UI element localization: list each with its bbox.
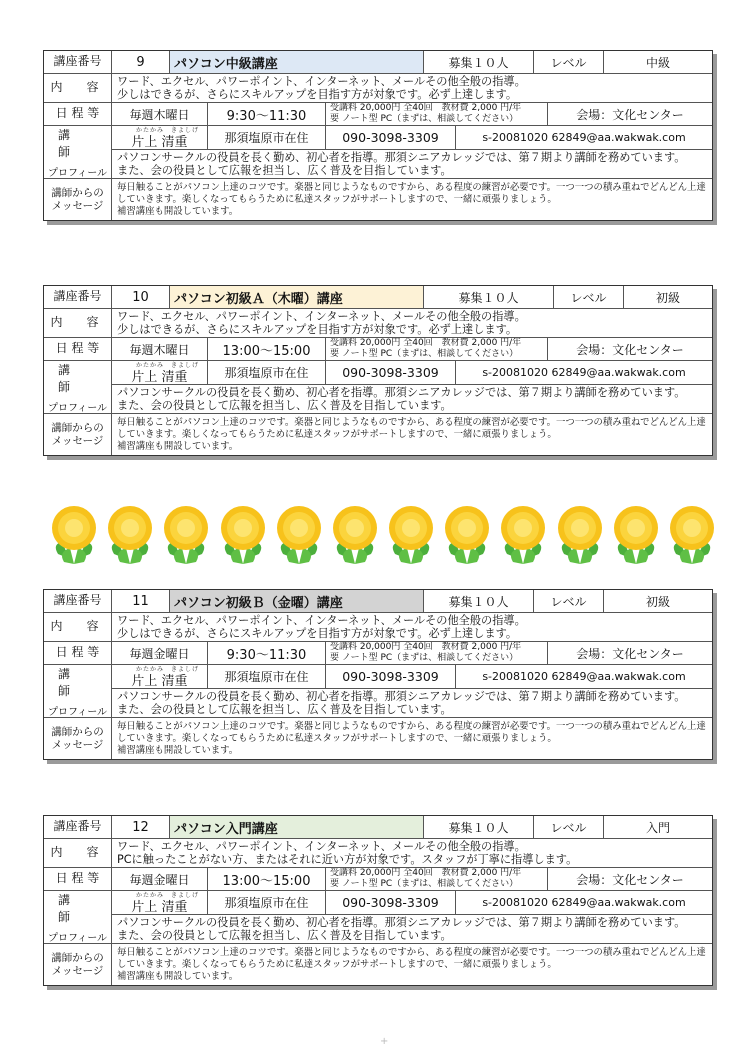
instructor-block [44, 665, 712, 718]
schedule-label: 日 程 等 [44, 642, 112, 664]
message-label-1: 講師からの [51, 187, 104, 200]
email: s-20081020 62849@aa.wakwak.com [482, 896, 686, 909]
message-line-2: していきます。楽しくなってもらうために私達スタッフがサポートしますので、一緒に頑張りましょう。 [117, 732, 557, 744]
fee-line-1: 受講料 20,000円 全40回 教材費 2,000 円/年 [330, 338, 522, 348]
course-number: 10 [112, 286, 170, 308]
residence: 那須塩原市在住 [208, 665, 326, 688]
message-label [44, 414, 112, 455]
phone: 090-3098-3309 [326, 665, 456, 688]
dandelion-icon [273, 502, 325, 566]
residence: 那須塩原市在住 [208, 126, 326, 149]
dandelion-icon [104, 502, 156, 566]
instructor-row [112, 891, 712, 915]
instructor-block [44, 891, 712, 944]
content-line-1: ワード、エクセル、パワーポイント、インターネット、メールその他全般の指導。 [117, 840, 526, 853]
profile-line-1: パソコンサークルの役員を長く勤め、初心者を指導。那須シニアカレッジでは、第７期より講師を務めています。 [117, 386, 686, 399]
course-number-label: 講座番号 [44, 51, 112, 73]
content-label: 内 容 [44, 309, 112, 337]
content-line-2: PCに触ったことがない方、またはそれに近い方が対象です。スタッフが丁寧に指導します。 [117, 853, 578, 866]
fee-line-1: 受講料 20,000円 全40回 教材費 2,000 円/年 [330, 868, 522, 878]
recruit-count: 募集１０人 [424, 51, 534, 73]
schedule-time: 9:30～11:30 [208, 642, 326, 664]
profile-label: プロフィール [48, 402, 107, 414]
message-label-1: 講師からの [51, 952, 104, 965]
content-line-2: 少しはできるが、さらにスキルアップを目指す方が対象です。必ず上達します。 [117, 323, 518, 336]
instructor-label [44, 361, 112, 413]
course-title: パソコン初級Ｂ（金曜）講座 [170, 590, 424, 612]
email: s-20081020 62849@aa.wakwak.com [482, 366, 686, 379]
fee-info [326, 868, 548, 890]
message-line-3: 補習講座も開設しています。 [117, 744, 239, 756]
message-line-3: 補習講座も開設しています。 [117, 440, 239, 452]
course-header-row [44, 816, 712, 839]
course-number-label: 講座番号 [44, 286, 112, 308]
email: s-20081020 62849@aa.wakwak.com [482, 131, 686, 144]
course-number: 9 [112, 51, 170, 73]
instructor-name-text: 片上 清重 [131, 674, 188, 688]
level-label: レベル [534, 816, 604, 838]
course-card-9 [43, 50, 713, 221]
instructor-row [112, 361, 712, 385]
instructor-name [112, 891, 208, 914]
level-label: レベル [534, 51, 604, 73]
course-title: パソコン中級講座 [170, 51, 424, 73]
flower-decoration [48, 502, 718, 568]
message-label-1: 講師からの [51, 726, 104, 739]
course-title: パソコン入門講座 [170, 816, 424, 838]
message-label-2: メッセージ [51, 964, 104, 977]
message-row [44, 718, 712, 759]
profile-label: プロフィール [48, 706, 107, 718]
dandelion-icon [385, 502, 437, 566]
schedule-label: 日 程 等 [44, 338, 112, 360]
schedule-day: 毎週木曜日 [112, 103, 208, 125]
instructor-name-text: 片上 清重 [131, 370, 188, 384]
instructor-row [112, 126, 712, 150]
course-header-row [44, 51, 712, 74]
fee-line-1: 受講料 20,000円 全40回 教材費 2,000 円/年 [330, 642, 522, 652]
message-label-2: メッセージ [51, 199, 104, 212]
message-text [112, 179, 712, 220]
dandelion-icon [666, 502, 718, 566]
message-text [112, 944, 712, 985]
instructor-label-main: 講 師 [58, 127, 111, 159]
instructor-name [112, 126, 208, 149]
profile-text [112, 915, 712, 943]
residence: 那須塩原市在住 [208, 891, 326, 914]
level-label: レベル [534, 590, 604, 612]
message-line-2: していきます。楽しくなってもらうために私達スタッフがサポートしますので、一緒に頑張りましょう。 [117, 193, 557, 205]
venue: 会場：文化センター [576, 107, 684, 122]
profile-line-1: パソコンサークルの役員を長く勤め、初心者を指導。那須シニアカレッジでは、第７期より講師を務めています。 [117, 151, 686, 164]
recruit-count: 募集１０人 [424, 286, 554, 308]
schedule-label: 日 程 等 [44, 103, 112, 125]
instructor-details [112, 126, 712, 178]
message-row [44, 179, 712, 220]
profile-line-2: また、会の役員として広報を担当し、広く普及を目指しています。 [117, 703, 452, 716]
message-label [44, 944, 112, 985]
message-line-2: していきます。楽しくなってもらうために私達スタッフがサポートしますので、一緒に頑張りましょう。 [117, 428, 557, 440]
level-value: 初級 [655, 290, 680, 305]
level-value: 初級 [645, 594, 670, 609]
course-number-label: 講座番号 [44, 590, 112, 612]
profile-line-2: また、会の役員として広報を担当し、広く普及を目指しています。 [117, 929, 452, 942]
venue: 会場：文化センター [576, 342, 684, 357]
content-row [44, 74, 712, 103]
course-number-label: 講座番号 [44, 816, 112, 838]
instructor-label-main: 講 師 [58, 362, 111, 394]
dandelion-icon [160, 502, 212, 566]
content-text [112, 839, 712, 867]
instructor-block [44, 126, 712, 179]
dandelion-icon [610, 502, 662, 566]
schedule-day: 毎週金曜日 [112, 868, 208, 890]
content-line-2: 少しはできるが、さらにスキルアップを目指す方が対象です。必ず上達します。 [117, 88, 518, 101]
recruit-count: 募集１０人 [424, 590, 534, 612]
schedule-time: 13:00～15:00 [208, 868, 326, 890]
message-line-3: 補習講座も開設しています。 [117, 205, 239, 217]
residence: 那須塩原市在住 [208, 361, 326, 384]
course-header-row [44, 590, 712, 613]
content-line-1: ワード、エクセル、パワーポイント、インターネット、メールその他全般の指導。 [117, 310, 526, 323]
fee-line-2: 要 ノート型 PC（まずは、相談してください） [330, 653, 519, 663]
recruit-count: 募集１０人 [424, 816, 534, 838]
message-label [44, 179, 112, 220]
content-text [112, 309, 712, 337]
message-label-2: メッセージ [51, 738, 104, 751]
fee-info [326, 642, 548, 664]
schedule-row [44, 338, 712, 361]
instructor-label [44, 891, 112, 943]
schedule-label: 日 程 等 [44, 868, 112, 890]
content-row [44, 309, 712, 338]
message-text [112, 414, 712, 455]
profile-label: プロフィール [48, 932, 107, 944]
message-label-1: 講師からの [51, 422, 104, 435]
instructor-ruby: かたかみ きよしげ [136, 666, 200, 673]
level-value: 中級 [645, 55, 670, 70]
message-label-2: メッセージ [51, 434, 104, 447]
fee-line-1: 受講料 20,000円 全40回 教材費 2,000 円/年 [330, 103, 522, 113]
instructor-name-text: 片上 清重 [131, 900, 188, 914]
dandelion-icon [217, 502, 269, 566]
course-number: 12 [112, 816, 170, 838]
instructor-details [112, 891, 712, 943]
content-label: 内 容 [44, 839, 112, 867]
instructor-block [44, 361, 712, 414]
profile-line-1: パソコンサークルの役員を長く勤め、初心者を指導。那須シニアカレッジでは、第７期より講師を務めています。 [117, 916, 686, 929]
message-label [44, 718, 112, 759]
dandelion-icon [554, 502, 606, 566]
profile-label: プロフィール [48, 167, 107, 179]
content-label: 内 容 [44, 74, 112, 102]
message-line-1: 毎日触ることがパソコン上達のコツです。楽器と同じようなものですから、ある程度の練習が必要です。一つ一つの積み重ねでどんどん上達 [117, 946, 706, 958]
profile-line-2: また、会の役員として広報を担当し、広く普及を目指しています。 [117, 164, 452, 177]
course-header-row [44, 286, 712, 309]
schedule-row [44, 642, 712, 665]
message-line-1: 毎日触ることがパソコン上達のコツです。楽器と同じようなものですから、ある程度の練習が必要です。一つ一つの積み重ねでどんどん上達 [117, 181, 706, 193]
message-text [112, 718, 712, 759]
instructor-label [44, 126, 112, 178]
instructor-label-main: 講 師 [58, 892, 111, 924]
content-line-1: ワード、エクセル、パワーポイント、インターネット、メールその他全般の指導。 [117, 614, 526, 627]
phone: 090-3098-3309 [326, 361, 456, 384]
content-line-2: 少しはできるが、さらにスキルアップを目指す方が対象です。必ず上達します。 [117, 627, 518, 640]
content-line-1: ワード、エクセル、パワーポイント、インターネット、メールその他全般の指導。 [117, 75, 526, 88]
course-card-12 [43, 815, 713, 986]
email: s-20081020 62849@aa.wakwak.com [482, 670, 686, 683]
schedule-row [44, 103, 712, 126]
instructor-name-text: 片上 清重 [131, 135, 188, 149]
level-label: レベル [554, 286, 624, 308]
instructor-details [112, 361, 712, 413]
schedule-row [44, 868, 712, 891]
fee-line-2: 要 ノート型 PC（まずは、相談してください） [330, 349, 519, 359]
message-line-1: 毎日触ることがパソコン上達のコツです。楽器と同じようなものですから、ある程度の練習が必要です。一つ一つの積み重ねでどんどん上達 [117, 720, 706, 732]
instructor-ruby: かたかみ きよしげ [136, 127, 200, 134]
instructor-details [112, 665, 712, 717]
message-row [44, 944, 712, 985]
message-line-2: していきます。楽しくなってもらうために私達スタッフがサポートしますので、一緒に頑張りましょう。 [117, 958, 557, 970]
dandelion-icon [48, 502, 100, 566]
venue: 会場：文化センター [576, 872, 684, 887]
content-text [112, 74, 712, 102]
fee-line-2: 要 ノート型 PC（まずは、相談してください） [330, 879, 519, 889]
dandelion-icon [441, 502, 493, 566]
message-row [44, 414, 712, 455]
instructor-name [112, 361, 208, 384]
fee-line-2: 要 ノート型 PC（まずは、相談してください） [330, 114, 519, 124]
phone: 090-3098-3309 [326, 891, 456, 914]
schedule-time: 9:30～11:30 [208, 103, 326, 125]
content-label: 内 容 [44, 613, 112, 641]
instructor-label [44, 665, 112, 717]
content-row [44, 613, 712, 642]
profile-text [112, 689, 712, 717]
instructor-name [112, 665, 208, 688]
profile-line-2: また、会の役員として広報を担当し、広く普及を目指しています。 [117, 399, 452, 412]
venue: 会場：文化センター [576, 646, 684, 661]
profile-text [112, 150, 712, 178]
message-line-1: 毎日触ることがパソコン上達のコツです。楽器と同じようなものですから、ある程度の練習が必要です。一つ一つの積み重ねでどんどん上達 [117, 416, 706, 428]
instructor-ruby: かたかみ きよしげ [136, 892, 200, 899]
schedule-day: 毎週金曜日 [112, 642, 208, 664]
dandelion-icon [497, 502, 549, 566]
schedule-time: 13:00～15:00 [208, 338, 326, 360]
profile-text [112, 385, 712, 413]
dandelion-icon [329, 502, 381, 566]
schedule-day: 毎週木曜日 [112, 338, 208, 360]
content-row [44, 839, 712, 868]
message-line-3: 補習講座も開設しています。 [117, 970, 239, 982]
course-card-11 [43, 589, 713, 760]
content-text [112, 613, 712, 641]
level-value: 入門 [645, 820, 670, 835]
fee-info [326, 103, 548, 125]
course-number: 11 [112, 590, 170, 612]
fee-info [326, 338, 548, 360]
page-mark: + [380, 1036, 389, 1047]
course-card-10 [43, 285, 713, 456]
course-title: パソコン初級Ａ（木曜）講座 [170, 286, 424, 308]
instructor-label-main: 講 師 [58, 666, 111, 698]
phone: 090-3098-3309 [326, 126, 456, 149]
instructor-ruby: かたかみ きよしげ [136, 362, 200, 369]
instructor-row [112, 665, 712, 689]
profile-line-1: パソコンサークルの役員を長く勤め、初心者を指導。那須シニアカレッジでは、第７期より講師を務めています。 [117, 690, 686, 703]
